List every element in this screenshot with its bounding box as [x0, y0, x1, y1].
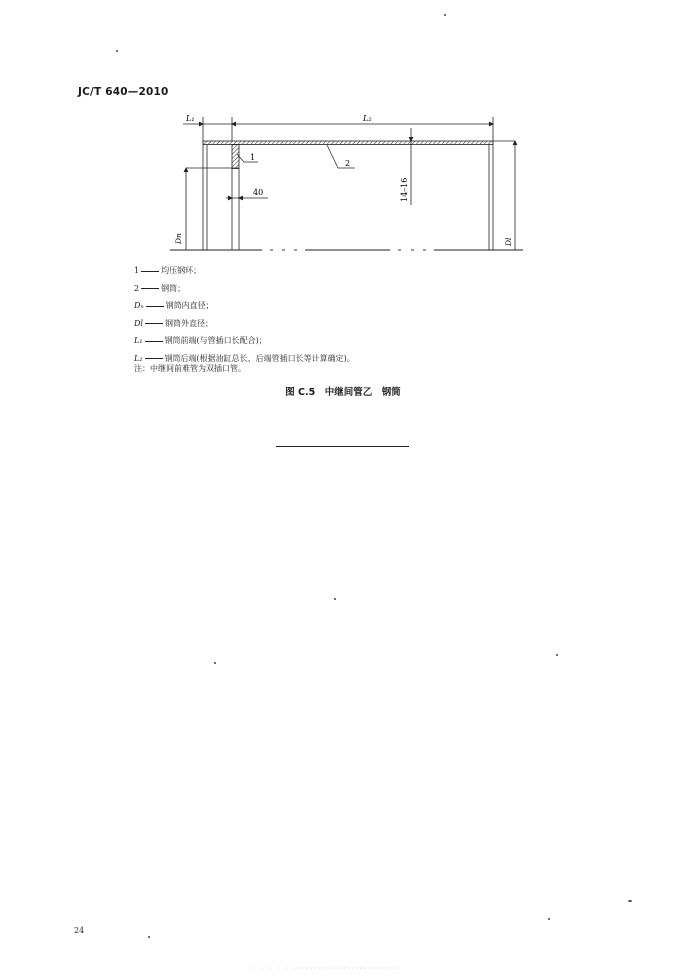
figure-caption: 图 C.5 中继间管乙 钢筒	[285, 387, 401, 398]
legend-text: 钢筒内直径；	[165, 301, 214, 311]
legend-text: 钢筒；	[161, 283, 186, 293]
label-40: 40	[253, 188, 264, 197]
legend-row	[134, 332, 355, 350]
legend-text: 钢筒前端(与管插口长配合)；	[164, 336, 267, 346]
figure-note: 注：中继间前难管为双插口管。	[134, 364, 246, 373]
dimension-line-14-16	[409, 128, 413, 205]
standard-code-header: JC/T 640—2010	[78, 86, 169, 98]
legend-row	[134, 297, 355, 315]
technical-drawing	[0, 0, 680, 260]
legend-key: Dₙ	[134, 301, 144, 311]
legend-row	[134, 262, 355, 280]
scan-speck	[556, 654, 558, 656]
label-L1: L₁	[186, 114, 195, 123]
scan-speck	[116, 50, 118, 52]
legend-key: L₂	[134, 353, 143, 363]
callout-2: 2	[345, 159, 351, 168]
scan-speck	[334, 598, 336, 600]
legend-row	[134, 315, 355, 333]
scan-speck	[214, 662, 216, 664]
label-L2: L₂	[363, 114, 372, 123]
scan-speck	[628, 900, 632, 902]
scan-speck	[548, 918, 550, 920]
footer-dots: · · · · · ··························	[252, 965, 401, 972]
scan-speck	[148, 936, 150, 938]
page-number: 24	[74, 926, 85, 935]
figure-legend	[134, 262, 355, 368]
legend-row	[134, 280, 355, 298]
legend-key: 2	[134, 283, 140, 293]
legend-text: 钢筒外直径；	[164, 318, 213, 328]
scan-speck	[444, 14, 446, 16]
legend-text: 均压钢环；	[161, 266, 202, 275]
label-Di: Dl	[504, 237, 513, 246]
steel-tube-wall	[203, 141, 493, 145]
legend-text: 钢筒后端(根据油缸总长、后端管插口长等计算确定)。	[164, 353, 355, 363]
pressure-ring	[232, 145, 239, 169]
legend-key: 1	[134, 266, 140, 275]
label-14-16: 14–16	[400, 177, 409, 202]
legend-key: Dl	[134, 318, 143, 328]
label-Dn: Dn	[174, 233, 183, 244]
end-rule	[276, 446, 409, 447]
callout-1: 1	[250, 153, 256, 162]
legend-key: L₁	[134, 336, 143, 346]
dimension-line-L	[183, 117, 493, 141]
